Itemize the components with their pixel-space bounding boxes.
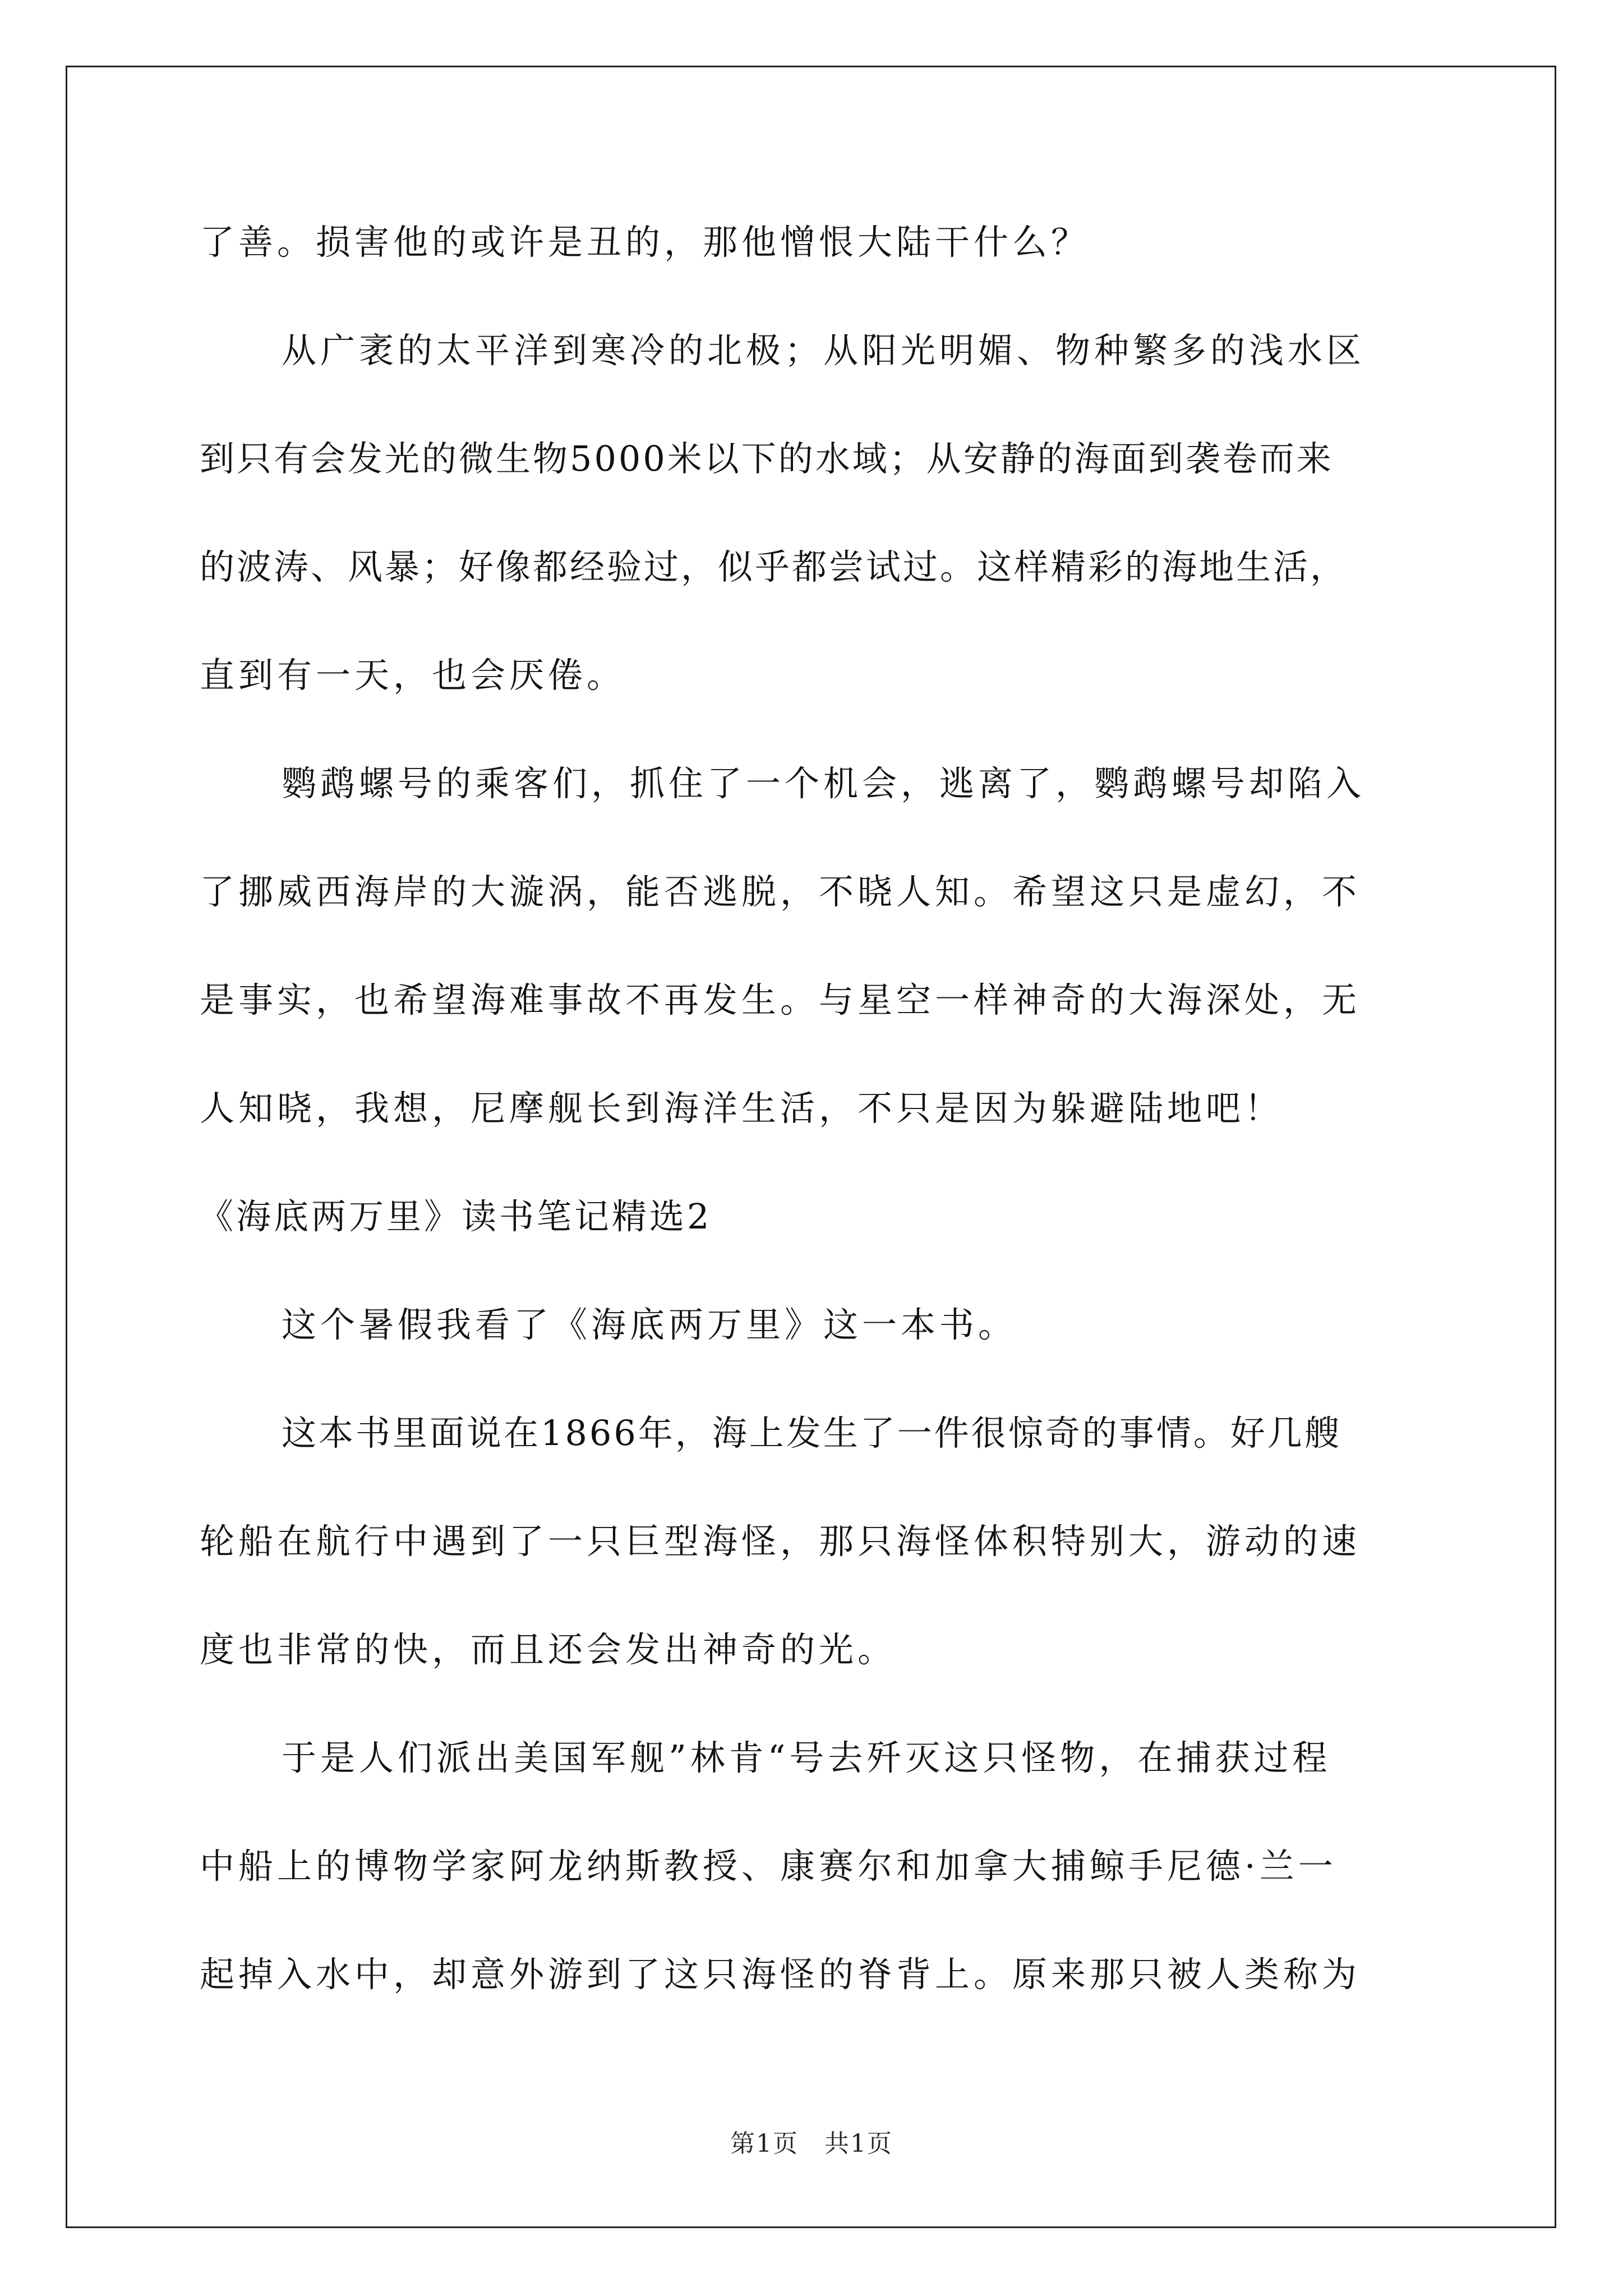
document-body (200, 188, 1428, 2028)
text-line-11: 这个暑假我看了《海底两万里》这一本书。 (282, 1304, 1017, 1345)
text-line-15: 于是人们派出美国军舰”林肯“号去歼灭这只怪物，在捕获过程 (282, 1737, 1331, 1778)
text-line-8: 是事实，也希望海难事故不再发生。与星空一样神奇的大海深处，无 (200, 979, 1361, 1020)
text-line-5: 直到有一天，也会厌倦。 (200, 655, 626, 696)
text-line-1: 了善。损害他的或许是丑的，那他憎恨大陆干什么？ (200, 222, 1090, 263)
page-number-footer: 第1页 共1页 (730, 2129, 893, 2158)
text-line-12: 这本书里面说在1866年，海上发生了一件很惊奇的事情。好几艘 (282, 1412, 1341, 1453)
text-line-6: 鹦鹉螺号的乘客们，抓住了一个机会，逃离了，鹦鹉螺号却陷入 (282, 763, 1366, 804)
text-line-3: 到只有会发光的微生物5000米以下的水域；从安静的海面到袭卷而来 (200, 438, 1334, 479)
text-line-14: 度也非常的快，而且还会发出神奇的光。 (200, 1629, 897, 1670)
text-line-16: 中船上的博物学家阿龙纳斯教授、康赛尔和加拿大捕鲸手尼德·兰一 (200, 1846, 1337, 1887)
text-line-2: 从广袤的太平洋到寒冷的北极；从阳光明媚、物种繁多的浅水区 (282, 330, 1366, 371)
text-line-17: 起掉入水中，却意外游到了这只海怪的脊背上。原来那只被人类称为 (200, 1954, 1361, 1995)
text-line-7: 了挪威西海岸的大漩涡，能否逃脱，不晓人知。希望这只是虚幻，不 (200, 871, 1361, 912)
text-line-13: 轮船在航行中遇到了一只巨型海怪，那只海怪体积特别大，游动的速 (200, 1521, 1361, 1562)
text-line-9: 人知晓，我想，尼摩舰长到海洋生活，不只是因为躲避陆地吧！ (200, 1088, 1284, 1129)
section-heading: 《海底两万里》读书笔记精选2 (199, 1196, 712, 1237)
text-line-4: 的波涛、风暴；好像都经验过，似乎都尝试过。这样精彩的海地生活， (200, 546, 1348, 587)
